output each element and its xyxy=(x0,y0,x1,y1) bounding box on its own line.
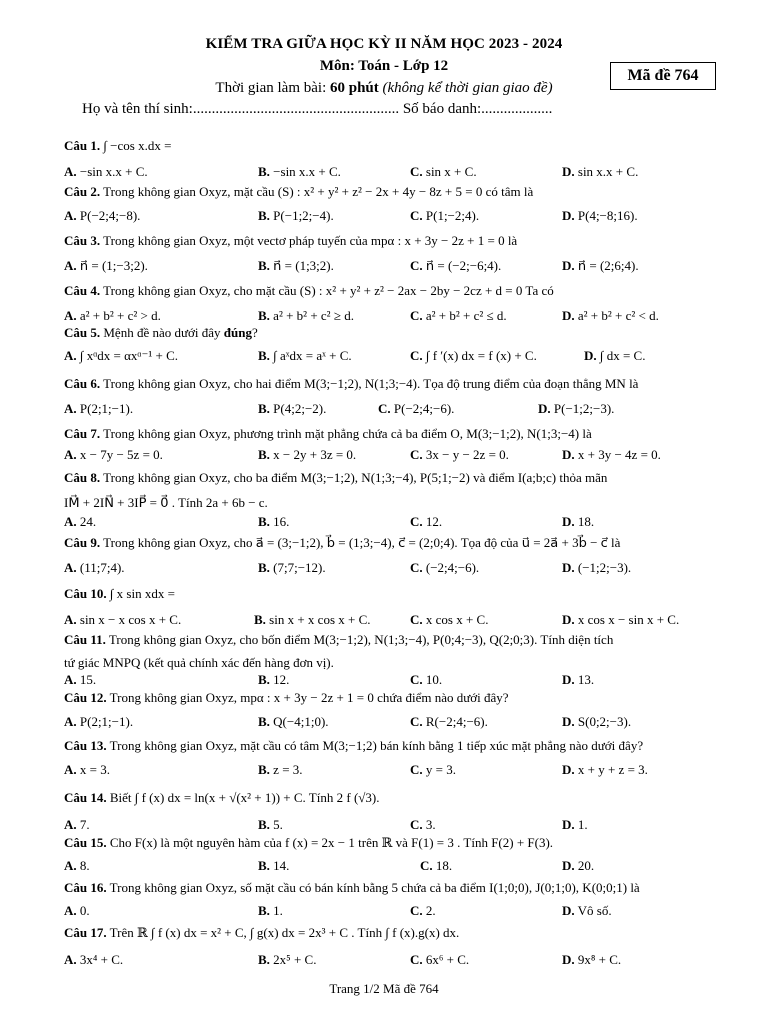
question-number: Câu 11. xyxy=(64,632,106,647)
option-d: D. x cos x − sin x + C. xyxy=(562,612,680,627)
option-d: D. Vô số. xyxy=(562,903,612,918)
question-text: Trong không gian Oxyz, phương trình mặt phẳng chứa cả ba điểm O, M(3;−1;2), N(1;3;−4) là xyxy=(100,426,592,441)
exam-subject: Môn: Toán - Lớp 12 xyxy=(319,58,449,74)
option-b: B. −sin x.x + C. xyxy=(258,164,341,179)
options-7 xyxy=(64,446,724,463)
option-b: B. sin x + x cos x + C. xyxy=(254,612,371,627)
option-d: D. n⃗ = (2;6;4). xyxy=(562,258,639,273)
options-1 xyxy=(64,163,724,180)
question-5: Câu 5. Mệnh đề nào dưới đây đúng? xyxy=(64,325,258,340)
options-8 xyxy=(64,513,724,530)
option-c: C. x cos x + C. xyxy=(410,612,489,627)
question-2 xyxy=(64,183,724,200)
time-value: 60 phút xyxy=(330,80,379,96)
question-number: Câu 9. xyxy=(64,535,101,550)
option-c: C. 2. xyxy=(410,903,436,918)
option-a: A. P(2;1;−1). xyxy=(64,714,134,729)
question-number: Câu 1. xyxy=(64,138,101,153)
options-17 xyxy=(64,951,724,968)
option-c: C. a² + b² + c² ≤ d. xyxy=(410,308,507,323)
option-a: A. n⃗ = (1;−3;2). xyxy=(64,258,148,273)
question-number: Câu 13. xyxy=(64,738,107,753)
question-number: Câu 15. xyxy=(64,835,107,850)
question-9 xyxy=(64,534,724,551)
option-b: B. ∫ aˣdx = aˣ + C. xyxy=(258,348,352,363)
option-b: B. Q(−4;1;0). xyxy=(258,714,329,729)
option-c: C. 3. xyxy=(410,817,436,832)
options-6 xyxy=(64,400,724,417)
option-b: B. 2x⁵ + C. xyxy=(258,952,317,967)
option-c: C. R(−2;4;−6). xyxy=(410,714,488,729)
option-d: D. a² + b² + c² < d. xyxy=(562,308,659,323)
options-2 xyxy=(64,207,724,224)
option-c: C. 3x − y − 2z = 0. xyxy=(410,447,509,462)
option-c: C. 6x⁶ + C. xyxy=(410,952,470,967)
option-d: D. P(4;−8;16). xyxy=(562,208,638,223)
option-d: D. x + y + z = 3. xyxy=(562,762,648,777)
option-d: D. x + 3y − 4z = 0. xyxy=(562,447,661,462)
question-1 xyxy=(64,137,724,154)
question-emphasis: đúng xyxy=(223,325,252,340)
option-b: B. 12. xyxy=(258,672,290,687)
option-c: C. 10. xyxy=(410,672,443,687)
question-number: Câu 17. xyxy=(64,925,107,940)
question-text: Trong không gian Oxyz, mpα : x + 3y − 2z + 1 = 0 chứa điểm nào dưới đây? xyxy=(106,690,509,705)
option-a: A. −sin x.x + C. xyxy=(64,164,148,179)
question-number: Câu 8. xyxy=(64,470,101,485)
option-d: D. 9x⁸ + C. xyxy=(562,952,622,967)
option-b: B. a² + b² + c² ≥ d. xyxy=(258,308,354,323)
question-4 xyxy=(64,282,724,299)
option-b: B. n⃗ = (1;3;2). xyxy=(258,258,334,273)
option-a: A. P(2;1;−1). xyxy=(64,401,134,416)
question-number: Câu 2. xyxy=(64,184,101,199)
question-text: Trên ℝ ∫ f (x) dx = x² + C, ∫ g(x) dx = 2x³ + C . Tính ∫ f (x).g(x) dx. xyxy=(106,925,460,940)
question-3 xyxy=(64,232,724,249)
question-number: Câu 5. xyxy=(64,325,101,340)
option-a: A. a² + b² + c² > d. xyxy=(64,308,161,323)
question-text: Trong không gian Oxyz, cho ba điểm M(3;−1;2), N(1;3;−4), P(5;1;−2) và điểm I(a;b;c) thỏa mãn xyxy=(100,470,608,485)
question-number: Câu 16. xyxy=(64,880,107,895)
option-a: A. 3x⁴ + C. xyxy=(64,952,124,967)
question-10 xyxy=(64,585,724,602)
question-14 xyxy=(64,789,724,806)
options-14 xyxy=(64,816,724,833)
option-c: C. n⃗ = (−2;−6;4). xyxy=(410,258,502,273)
option-d: D. P(−1;2;−3). xyxy=(538,401,615,416)
question-number: Câu 10. xyxy=(64,586,107,601)
options-13 xyxy=(64,761,724,778)
option-d: D. 1. xyxy=(562,817,588,832)
question-text: Mệnh đề nào dưới đây xyxy=(100,325,224,340)
options-5 xyxy=(64,347,724,364)
option-a: A. (11;7;4). xyxy=(64,560,125,575)
question-text: Trong không gian Oxyz, một vectơ pháp tuyến của mpα : x + 3y − 2z + 1 = 0 là xyxy=(100,233,518,248)
question-number: Câu 3. xyxy=(64,233,101,248)
option-c: C. 18. xyxy=(420,858,453,873)
question-text: ∫ −cos x.dx = xyxy=(100,138,172,153)
student-info-line: Họ và tên thí sinh:....................................................... Số báo danh:................... xyxy=(82,101,553,117)
page-footer: Trang 1/2 Mã đề 764 xyxy=(329,981,439,996)
question-8 xyxy=(64,469,724,486)
options-4 xyxy=(64,307,724,324)
exam-title: KIỂM TRA GIỮA HỌC KỲ II NĂM HỌC 2023 - 2024 xyxy=(205,36,563,52)
options-16 xyxy=(64,902,724,919)
options-11 xyxy=(64,671,724,688)
option-a: A. x − 7y − 5z = 0. xyxy=(64,447,163,462)
options-15 xyxy=(64,857,724,874)
question-17 xyxy=(64,924,724,941)
option-c: C. sin x + C. xyxy=(410,164,477,179)
option-d: D. 18. xyxy=(562,514,595,529)
question-15 xyxy=(64,834,724,851)
options-10 xyxy=(64,611,724,628)
question-number: Câu 6. xyxy=(64,376,101,391)
options-12 xyxy=(64,713,724,730)
option-c: C. 12. xyxy=(410,514,443,529)
option-d: D. 13. xyxy=(562,672,595,687)
time-note: (không kể thời gian giao đề) xyxy=(378,80,553,96)
question-8-line-2: IM⃗ + 2IN⃗ + 3IP⃗ = 0⃗ . Tính 2a + 6b − c. xyxy=(64,495,268,510)
question-13 xyxy=(64,737,724,754)
option-c: C. (−2;4;−6). xyxy=(410,560,480,575)
question-text: Trong không gian Oxyz, cho mặt cầu (S) : x² + y² + z² − 2ax − 2by − 2cz + d = 0 Ta có xyxy=(100,283,554,298)
option-c: C. ∫ f ′(x) dx = f (x) + C. xyxy=(410,348,537,363)
options-9 xyxy=(64,559,724,576)
option-a: A. P(−2;4;−8). xyxy=(64,208,141,223)
option-b: B. 1. xyxy=(258,903,283,918)
question-text: Trong không gian Oxyz, mặt cầu có tâm M(3;−1;2) bán kính bằng 1 tiếp xúc mặt phẳng nào dưới đây? xyxy=(106,738,644,753)
options-3 xyxy=(64,257,724,274)
question-text: Biết ∫ f (x) dx = ln(x + √(x² + 1)) + C. Tính 2 f (√3). xyxy=(106,790,380,805)
question-number: Câu 4. xyxy=(64,283,101,298)
option-a: A. ∫ xᵅdx = αxᵅ⁻¹ + C. xyxy=(64,348,179,363)
question-text: Trong không gian Oxyz, cho a⃗ = (3;−1;2), b⃗ = (1;3;−4), c⃗ = (2;0;4). Tọa độ của u⃗ = 2a⃗ + 3b⃗ − c⃗ là xyxy=(100,535,621,550)
question-text: ∫ x sin xdx = xyxy=(106,586,175,601)
time-prefix: Thời gian làm bài: xyxy=(215,80,330,96)
option-d: D. S(0;2;−3). xyxy=(562,714,632,729)
option-d: D. 20. xyxy=(562,858,595,873)
question-number: Câu 12. xyxy=(64,690,107,705)
option-d: D. (−1;2;−3). xyxy=(562,560,632,575)
option-b: B. (7;7;−12). xyxy=(258,560,326,575)
question-text: Trong không gian Oxyz, cho bốn điểm M(3;−1;2), N(1;3;−4), P(0;4;−3), Q(2;0;3). Tính diện tích xyxy=(105,632,614,647)
question-number: Câu 14. xyxy=(64,790,107,805)
question-11-line-2: tứ giác MNPQ (kết quả chính xác đến hàng đơn vị). xyxy=(64,655,334,670)
option-b: B. x − 2y + 3z = 0. xyxy=(258,447,357,462)
exam-code-box: Mã đề 764 xyxy=(610,62,716,90)
option-c: C. y = 3. xyxy=(410,762,456,777)
option-a: A. x = 3. xyxy=(64,762,110,777)
question-text: Trong không gian Oxyz, số mặt cầu có bán kính bằng 5 chứa cả ba điểm I(1;0;0), J(0;1;0), K(0;0;1) là xyxy=(106,880,640,895)
option-d: D. ∫ dx = C. xyxy=(584,348,646,363)
question-6 xyxy=(64,375,724,392)
question-12 xyxy=(64,689,724,706)
option-b: B. P(−1;2;−4). xyxy=(258,208,334,223)
question-16 xyxy=(64,879,724,896)
option-a: A. 15. xyxy=(64,672,97,687)
option-b: B. 16. xyxy=(258,514,290,529)
option-a: A. 8. xyxy=(64,858,90,873)
question-text: Trong không gian Oxyz, mặt cầu (S) : x² + y² + z² − 2x + 4y − 8z + 5 = 0 có tâm là xyxy=(100,184,534,199)
option-b: B. 14. xyxy=(258,858,290,873)
option-a: A. 0. xyxy=(64,903,90,918)
option-b: B. z = 3. xyxy=(258,762,303,777)
question-7 xyxy=(64,425,724,442)
option-c: C. P(−2;4;−6). xyxy=(378,401,455,416)
option-b: B. 5. xyxy=(258,817,283,832)
question-11 xyxy=(64,631,724,648)
question-text: Trong không gian Oxyz, cho hai điểm M(3;−1;2), N(1;3;−4). Tọa độ trung điểm của đoạn thẳng MN là xyxy=(100,376,639,391)
option-d: D. sin x.x + C. xyxy=(562,164,639,179)
option-a: A. sin x − x cos x + C. xyxy=(64,612,182,627)
option-a: A. 24. xyxy=(64,514,97,529)
option-b: B. P(4;2;−2). xyxy=(258,401,327,416)
option-c: C. P(1;−2;4). xyxy=(410,208,480,223)
option-a: A. 7. xyxy=(64,817,90,832)
question-number: Câu 7. xyxy=(64,426,101,441)
question-text: Cho F(x) là một nguyên hàm của f (x) = 2x − 1 trên ℝ và F(1) = 3 . Tính F(2) + F(3). xyxy=(106,835,554,850)
